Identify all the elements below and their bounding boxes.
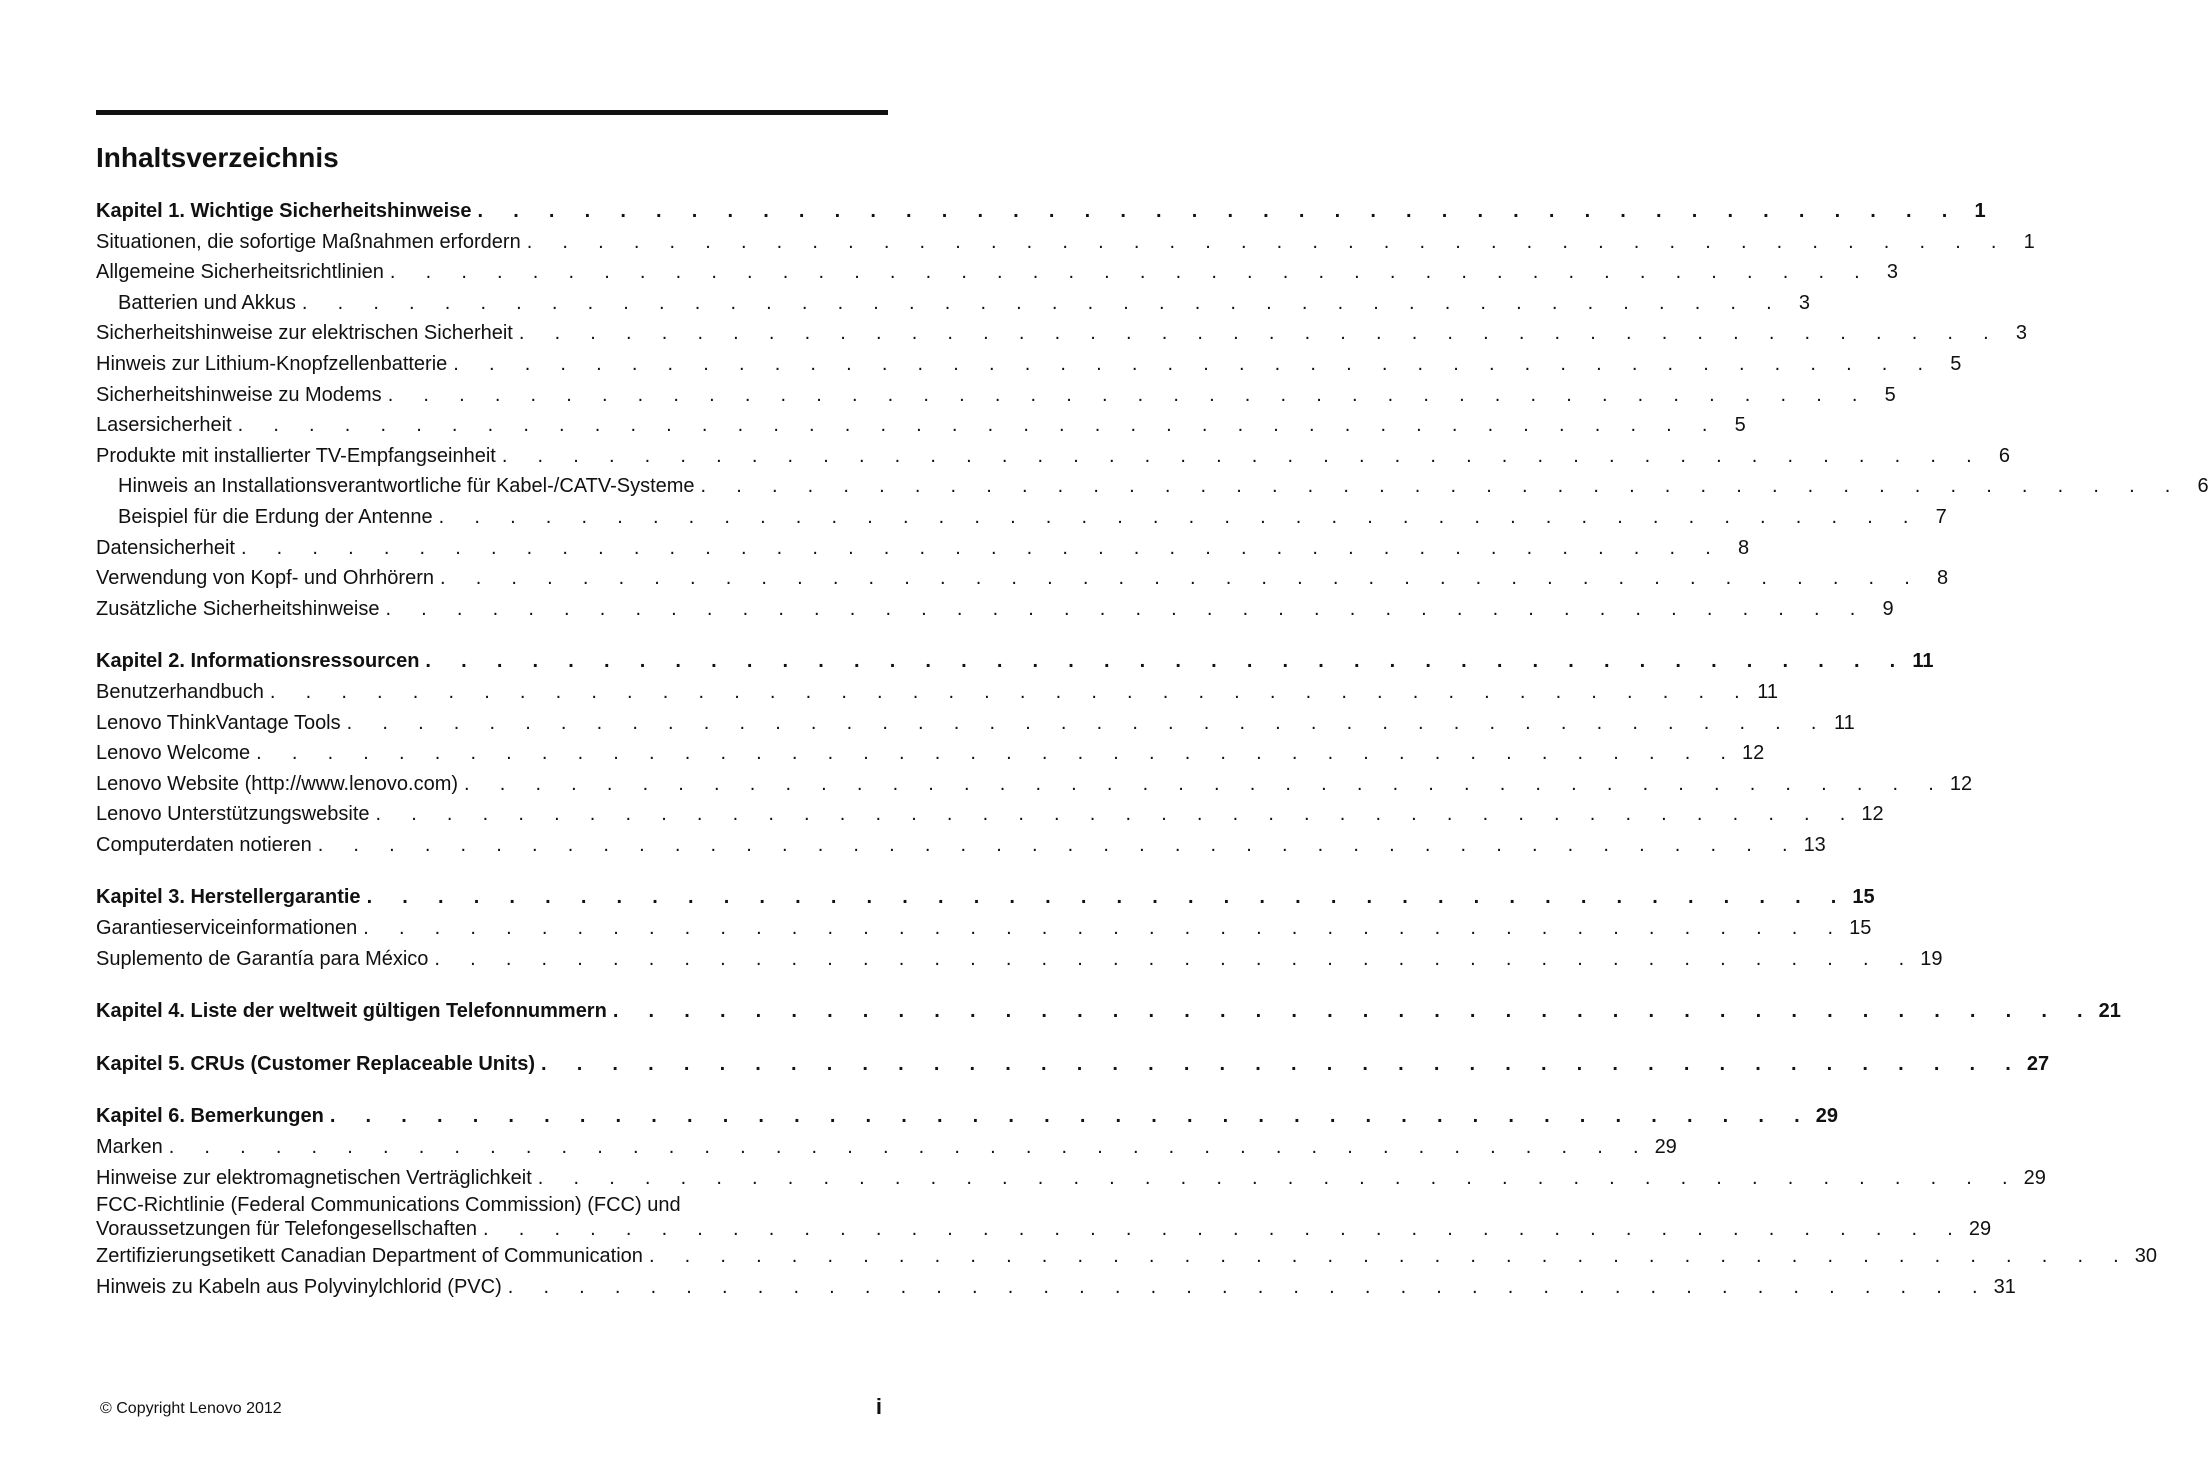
toc-entry-title: Lasersicherheit [96, 410, 238, 441]
toc-entry[interactable] [96, 441, 2010, 472]
toc-page-number: 1 [1974, 200, 1986, 222]
toc-entry-title: Lenovo Website (http://www.lenovo.com) [96, 769, 464, 800]
toc-entry-title: Zertifizierungsetikett Canadian Department of Communication [96, 1241, 649, 1272]
toc-entry[interactable] [96, 944, 1943, 975]
toc-entry[interactable] [96, 563, 1949, 594]
toc-page-number: 11 [1912, 650, 1934, 673]
toc-entry-title: Hinweise zur elektromagnetischen Verträglichkeit [96, 1163, 538, 1194]
toc-chapter-entry[interactable] [96, 196, 1986, 227]
toc-page-number: 12 [1742, 742, 1765, 765]
toc-dot-leader: . . . . . . . . . . . . . . . . . . . . . . . . . . . . . . . . . . . . . . . . . . [329, 1105, 1812, 1128]
page-title: Inhaltsverzeichnis [96, 142, 339, 173]
toc-entry-title: Lenovo Unterstützungswebsite [96, 799, 376, 830]
toc-page-number: 15 [1852, 886, 1875, 909]
toc-dot-leader: . . . . . . . . . . . . . . . . . . . . . . . . . . . . . . . . . . . . . . . . . . [317, 833, 1800, 856]
toc-dot-leader: . . . . . . . . . . . . . . . . . . . . . . . . . . . . . . . . . . . . . . . . . . [346, 711, 1829, 734]
toc-page-number: 12 [1949, 772, 1973, 795]
toc-dot-leader: . . . . . . . . . . . . . . . . . . . . . . . . . . . . . . . . . . . . . . . . . . [612, 1000, 2095, 1023]
toc-page-number: 19 [1920, 947, 1943, 970]
toc-dot-leader: . . . . . . . . . . . . . . . . . . . . . . . . . . . . . . . . . . . . . . . . . . [301, 291, 1784, 314]
toc-entry-title: Situationen, die sofortige Maßnahmen erfordern [96, 227, 527, 258]
toc-entry-title: Kapitel 1. Wichtige Sicherheitshinweise [96, 196, 477, 227]
toc-entry[interactable] [96, 830, 1826, 861]
toc-page-number: 9 [1882, 597, 1894, 620]
toc-entry-title: Produkte mit installierter TV-Empfangseinheit [96, 441, 502, 472]
toc-page-number: 5 [1950, 352, 1962, 375]
footer-copyright: © Copyright Lenovo 2012 [100, 1400, 282, 1417]
toc-chapter-entry[interactable] [96, 882, 1875, 913]
toc-entry-title: Batterien und Akkus [96, 288, 302, 319]
toc-dot-leader: . . . . . . . . . . . . . . . . . . . . . . . . . . . . . . . . . . . . . . . . . . [438, 505, 1921, 528]
toc-dot-leader: . . . . . . . . . . . . . . . . . . . . . . . . . . . . . . . . . . . . . . . . . . [237, 414, 1720, 437]
toc-dot-leader: . . . . . . . . . . . . . . . . . . . . . . . . . . . . . . . . . . . . . . . . . . [477, 200, 1960, 222]
toc-dot-leader: . . . . . . . . . . . . . . . . . . . . . . . . . . . . . . . . . . . . . . . . . . [168, 1136, 1651, 1159]
toc-entry[interactable] [96, 410, 1746, 441]
toc-entry-title-line1: FCC-Richtlinie (Federal Communications Commission) (FCC) und [96, 1194, 681, 1217]
toc-page-number: 5 [1884, 383, 1896, 406]
toc-entry[interactable] [96, 738, 1765, 769]
toc-page-number: 7 [1935, 505, 1947, 528]
toc-entry[interactable] [96, 318, 2027, 349]
toc-chapter-entry[interactable] [96, 1101, 1838, 1132]
toc-entry[interactable] [96, 1272, 2016, 1303]
toc-dot-leader: . . . . . . . . . . . . . . . . . . . . . . . . . . . . . . . . . . . . . . . . . . [434, 947, 1917, 970]
toc-dot-leader: . . . . . . . . . . . . . . . . . . . . . . . . . . . . . . . . . . . . . . . . . . [648, 1245, 2132, 1268]
toc-dot-leader: . . . . . . . . . . . . . . . . . . . . . . . . . . . . . . . . . . . . . . . . . . [240, 536, 1724, 559]
toc-entry-title: Datensicherheit [96, 533, 241, 564]
toc-chapter-entry[interactable] [96, 1049, 2050, 1080]
table-of-contents [96, 196, 2209, 1324]
toc-dot-leader: . . . . . . . . . . . . . . . . . . . . . . . . . . . . . . . . . . . . . . . . . . [537, 1166, 2020, 1189]
toc-dot-leader: . . . . . . . . . . . . . . . . . . . . . . . . . . . . . . . . . . . . . . . . . . [385, 597, 1868, 620]
toc-dot-leader: . . . . . . . . . . . . . . . . . . . . . . . . . . . . . . . . . . . . . . . . . . [387, 383, 1870, 406]
toc-entry[interactable] [96, 1163, 2046, 1194]
toc-page-number: 1 [2023, 230, 2035, 253]
toc-page-number: 15 [1849, 917, 1872, 940]
toc-page-number: 21 [2098, 1000, 2121, 1023]
toc-page-number: 3 [2015, 322, 2027, 345]
toc-chapter-entry[interactable] [96, 996, 2121, 1027]
toc-entry-title: Kapitel 2. Informationsressourcen [96, 646, 425, 677]
toc-group [96, 646, 1973, 860]
toc-entry[interactable] [96, 288, 1810, 319]
toc-group [96, 996, 2121, 1027]
toc-dot-leader: . . . . . . . . . . . . . . . . . . . . . . . . . . . . . . . . . . . . . . . . . . [440, 567, 1923, 590]
toc-page-number: 29 [1968, 1218, 1992, 1241]
toc-chapter-entry[interactable] [96, 646, 1934, 677]
toc-page-number: 11 [1833, 711, 1855, 734]
toc-entry-title: Voraussetzungen für Telefongesellschaften [96, 1217, 483, 1241]
toc-dot-leader: . . . . . . . . . . . . . . . . . . . . . . . . . . . . . . . . . . . . . . . . . . [464, 772, 1947, 795]
toc-page-number: 30 [2134, 1245, 2158, 1268]
toc-entry-title: Sicherheitshinweise zu Modems [96, 380, 388, 411]
toc-entry[interactable] [96, 471, 2209, 502]
toc-page-number: 3 [1798, 291, 1810, 314]
toc-dot-leader: . . . . . . . . . . . . . . . . . . . . . . . . . . . . . . . . . . . . . . . . . . [518, 322, 2001, 345]
toc-dot-leader: . . . . . . . . . . . . . . . . . . . . . . . . . . . . . . . . . . . . . . . . . . [453, 352, 1936, 375]
toc-entry[interactable] [96, 799, 1884, 830]
toc-entry[interactable] [96, 913, 1872, 944]
toc-entry-title: Suplemento de Garantía para México [96, 944, 434, 975]
toc-dot-leader: . . . . . . . . . . . . . . . . . . . . . . . . . . . . . . . . . . . . . . . . . . [483, 1218, 1966, 1241]
toc-dot-leader: . . . . . . . . . . . . . . . . . . . . . . . . . . . . . . . . . . . . . . . . . . [363, 917, 1846, 940]
toc-entry[interactable] [96, 677, 1779, 708]
toc-dot-leader: . . . . . . . . . . . . . . . . . . . . . . . . . . . . . . . . . . . . . . . . . . [375, 803, 1858, 826]
toc-entry-title: Hinweis zur Lithium-Knopfzellenbatterie [96, 349, 453, 380]
toc-entry-title: Zusätzliche Sicherheitshinweise [96, 594, 385, 625]
toc-entry[interactable] [96, 1241, 2158, 1272]
toc-entry-title: Lenovo ThinkVantage Tools [96, 708, 347, 739]
toc-entry-title: Kapitel 6. Bemerkungen [96, 1101, 330, 1132]
toc-entry-title: Lenovo Welcome [96, 738, 256, 769]
toc-entry[interactable] [96, 502, 1947, 533]
toc-entry[interactable] [96, 594, 1894, 625]
toc-dot-leader: . . . . . . . . . . . . . . . . . . . . . . . . . . . . . . . . . . . . . . . . . . [700, 475, 2183, 498]
toc-dot-leader: . . . . . . . . . . . . . . . . . . . . . . . . . . . . . . . . . . . . . . . . . . [425, 650, 1908, 673]
toc-page-number: 31 [1993, 1275, 2016, 1298]
toc-entry[interactable] [96, 380, 1896, 411]
toc-page-number: 8 [1737, 536, 1750, 559]
toc-entry[interactable] [96, 257, 1899, 288]
toc-dot-leader: . . . . . . . . . . . . . . . . . . . . . . . . . . . . . . . . . . . . . . . . . . [389, 261, 1873, 284]
toc-group [96, 882, 1943, 974]
toc-page-number: 27 [2026, 1052, 2050, 1075]
toc-entry-title: Hinweis zu Kabeln aus Polyvinylchlorid (PVC) [96, 1272, 508, 1303]
toc-page-number: 6 [2197, 475, 2209, 498]
toc-entry-title: Kapitel 3. Herstellergarantie [96, 882, 367, 913]
toc-entry-title: Benutzerhandbuch [96, 677, 270, 708]
toc-group [96, 1101, 2158, 1302]
toc-dot-leader: . . . . . . . . . . . . . . . . . . . . . . . . . . . . . . . . . . . . . . . . . . [541, 1052, 2024, 1075]
toc-entry-title: Kapitel 4. Liste der weltweit gültigen Telefonnummern [96, 996, 613, 1027]
toc-page-number: 13 [1803, 833, 1826, 856]
toc-entry-title: Beispiel für die Erdung der Antenne [96, 502, 439, 533]
toc-page-number: 3 [1886, 261, 1899, 284]
toc-dot-leader: . . . . . . . . . . . . . . . . . . . . . . . . . . . . . . . . . . . . . . . . . . [256, 742, 1739, 765]
toc-entry-title: Kapitel 5. CRUs (Customer Replaceable Units) [96, 1049, 541, 1080]
toc-dot-leader: . . . . . . . . . . . . . . . . . . . . . . . . . . . . . . . . . . . . . . . . . . [366, 886, 1849, 909]
toc-entry-title: Garantieserviceinformationen [96, 913, 363, 944]
toc-dot-leader: . . . . . . . . . . . . . . . . . . . . . . . . . . . . . . . . . . . . . . . . . . [269, 680, 1753, 703]
toc-entry[interactable] [96, 1132, 1677, 1163]
toc-entry-title: Computerdaten notieren [96, 830, 318, 861]
toc-entry[interactable] [96, 1193, 1992, 1241]
toc-page-number: 6 [1998, 444, 2010, 467]
toc-page-number: 5 [1734, 414, 1746, 437]
toc-entry[interactable] [96, 533, 1750, 564]
header-rule [96, 110, 888, 115]
toc-page-number: 29 [2023, 1166, 2046, 1189]
toc-page-number: 8 [1936, 567, 1949, 590]
toc-page-number: 11 [1757, 680, 1779, 703]
toc-entry[interactable] [96, 227, 2035, 258]
toc-page-number: 29 [1654, 1136, 1677, 1159]
toc-group [96, 1049, 2050, 1080]
toc-entry-title: Sicherheitshinweise zur elektrischen Sicherheit [96, 318, 519, 349]
toc-entry-title: Verwendung von Kopf- und Ohrhörern [96, 563, 440, 594]
toc-entry-title: Allgemeine Sicherheitsrichtlinien [96, 257, 390, 288]
toc-dot-leader: . . . . . . . . . . . . . . . . . . . . . . . . . . . . . . . . . . . . . . . . . . [526, 230, 2009, 253]
toc-dot-leader: . . . . . . . . . . . . . . . . . . . . . . . . . . . . . . . . . . . . . . . . . . [507, 1275, 1990, 1298]
toc-entry[interactable] [96, 708, 1855, 739]
toc-entry[interactable] [96, 769, 1973, 800]
toc-page-number: 29 [1815, 1105, 1838, 1128]
toc-page-number: 12 [1861, 803, 1884, 826]
toc-entry-title: Marken [96, 1132, 169, 1163]
footer-page-number: i [875, 1394, 882, 1419]
toc-entry-title: Hinweis an Installationsverantwortliche für Kabel-/CATV-Systeme [96, 471, 701, 502]
toc-entry[interactable] [96, 349, 1962, 380]
toc-dot-leader: . . . . . . . . . . . . . . . . . . . . . . . . . . . . . . . . . . . . . . . . . . [501, 444, 1984, 467]
toc-group [96, 196, 2209, 624]
